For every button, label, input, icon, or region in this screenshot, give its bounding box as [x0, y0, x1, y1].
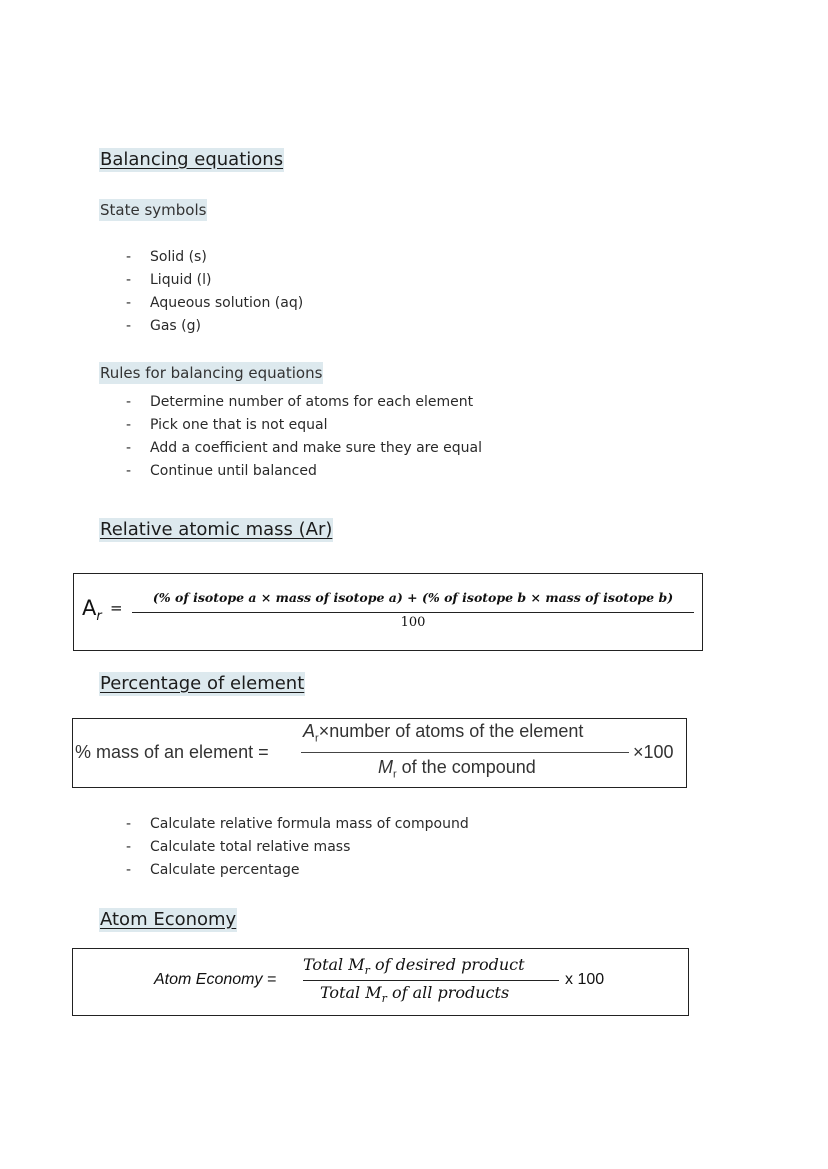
formula-multiplier: x 100: [565, 971, 605, 988]
list-item: - Determine number of atoms for each element: [126, 391, 482, 414]
formula-lhs: Atom Economy =: [154, 971, 277, 988]
list-item: - Calculate relative formula mass of compound: [126, 813, 469, 836]
list-item: - Calculate total relative mass: [126, 836, 469, 859]
state-symbols-list: [126, 246, 303, 338]
heading-relative-atomic-mass: Relative atomic mass (Ar): [100, 519, 333, 540]
heading-balancing-equations: Balancing equations: [100, 149, 284, 170]
subheading-rules: Rules for balancing equations: [100, 364, 323, 382]
list-item: - Aqueous solution (aq): [126, 292, 303, 315]
formula-numerator: (% of isotope a × mass of isotope a) + (% of isotope b × mass of isotope b): [152, 590, 674, 605]
heading-atom-economy: Atom Economy: [100, 909, 237, 930]
atom-economy-formula-box: [72, 948, 689, 1016]
formula-denominator: 100: [400, 615, 426, 630]
formula-denominator: Total $M_r$ of all products: [320, 983, 510, 1006]
formula-lhs: $A_r$: [82, 596, 102, 625]
list-item: - Calculate percentage: [126, 859, 469, 882]
fraction-line: [303, 980, 559, 981]
formula-numerator: Total $M_r$ of desired product: [303, 955, 525, 978]
heading-percentage-of-element: Percentage of element: [100, 673, 305, 694]
fraction-line: [301, 752, 629, 753]
list-item: - Add a coefficient and make sure they are equal: [126, 437, 482, 460]
list-item: - Solid (s): [126, 246, 303, 269]
formula-numerator: $A_r\times number$ of atoms of the element: [303, 721, 584, 745]
subheading-state-symbols: State symbols: [100, 201, 207, 219]
list-item: - Gas (g): [126, 315, 303, 338]
list-item: - Liquid (l): [126, 269, 303, 292]
formula-denominator: $M_r$ of the compound: [378, 757, 536, 781]
list-item: - Pick one that is not equal: [126, 414, 482, 437]
formula-equals: =: [110, 599, 123, 617]
formula-multiplier: ×100: [633, 742, 674, 762]
rules-list: [126, 391, 482, 483]
list-item: - Continue until balanced: [126, 460, 482, 483]
relative-atomic-mass-formula-box: [73, 573, 703, 651]
percentage-formula-box: [72, 718, 687, 788]
fraction-line: [132, 612, 694, 613]
formula-lhs: % mass of an element =: [75, 742, 269, 762]
percentage-steps-list: [126, 813, 469, 882]
